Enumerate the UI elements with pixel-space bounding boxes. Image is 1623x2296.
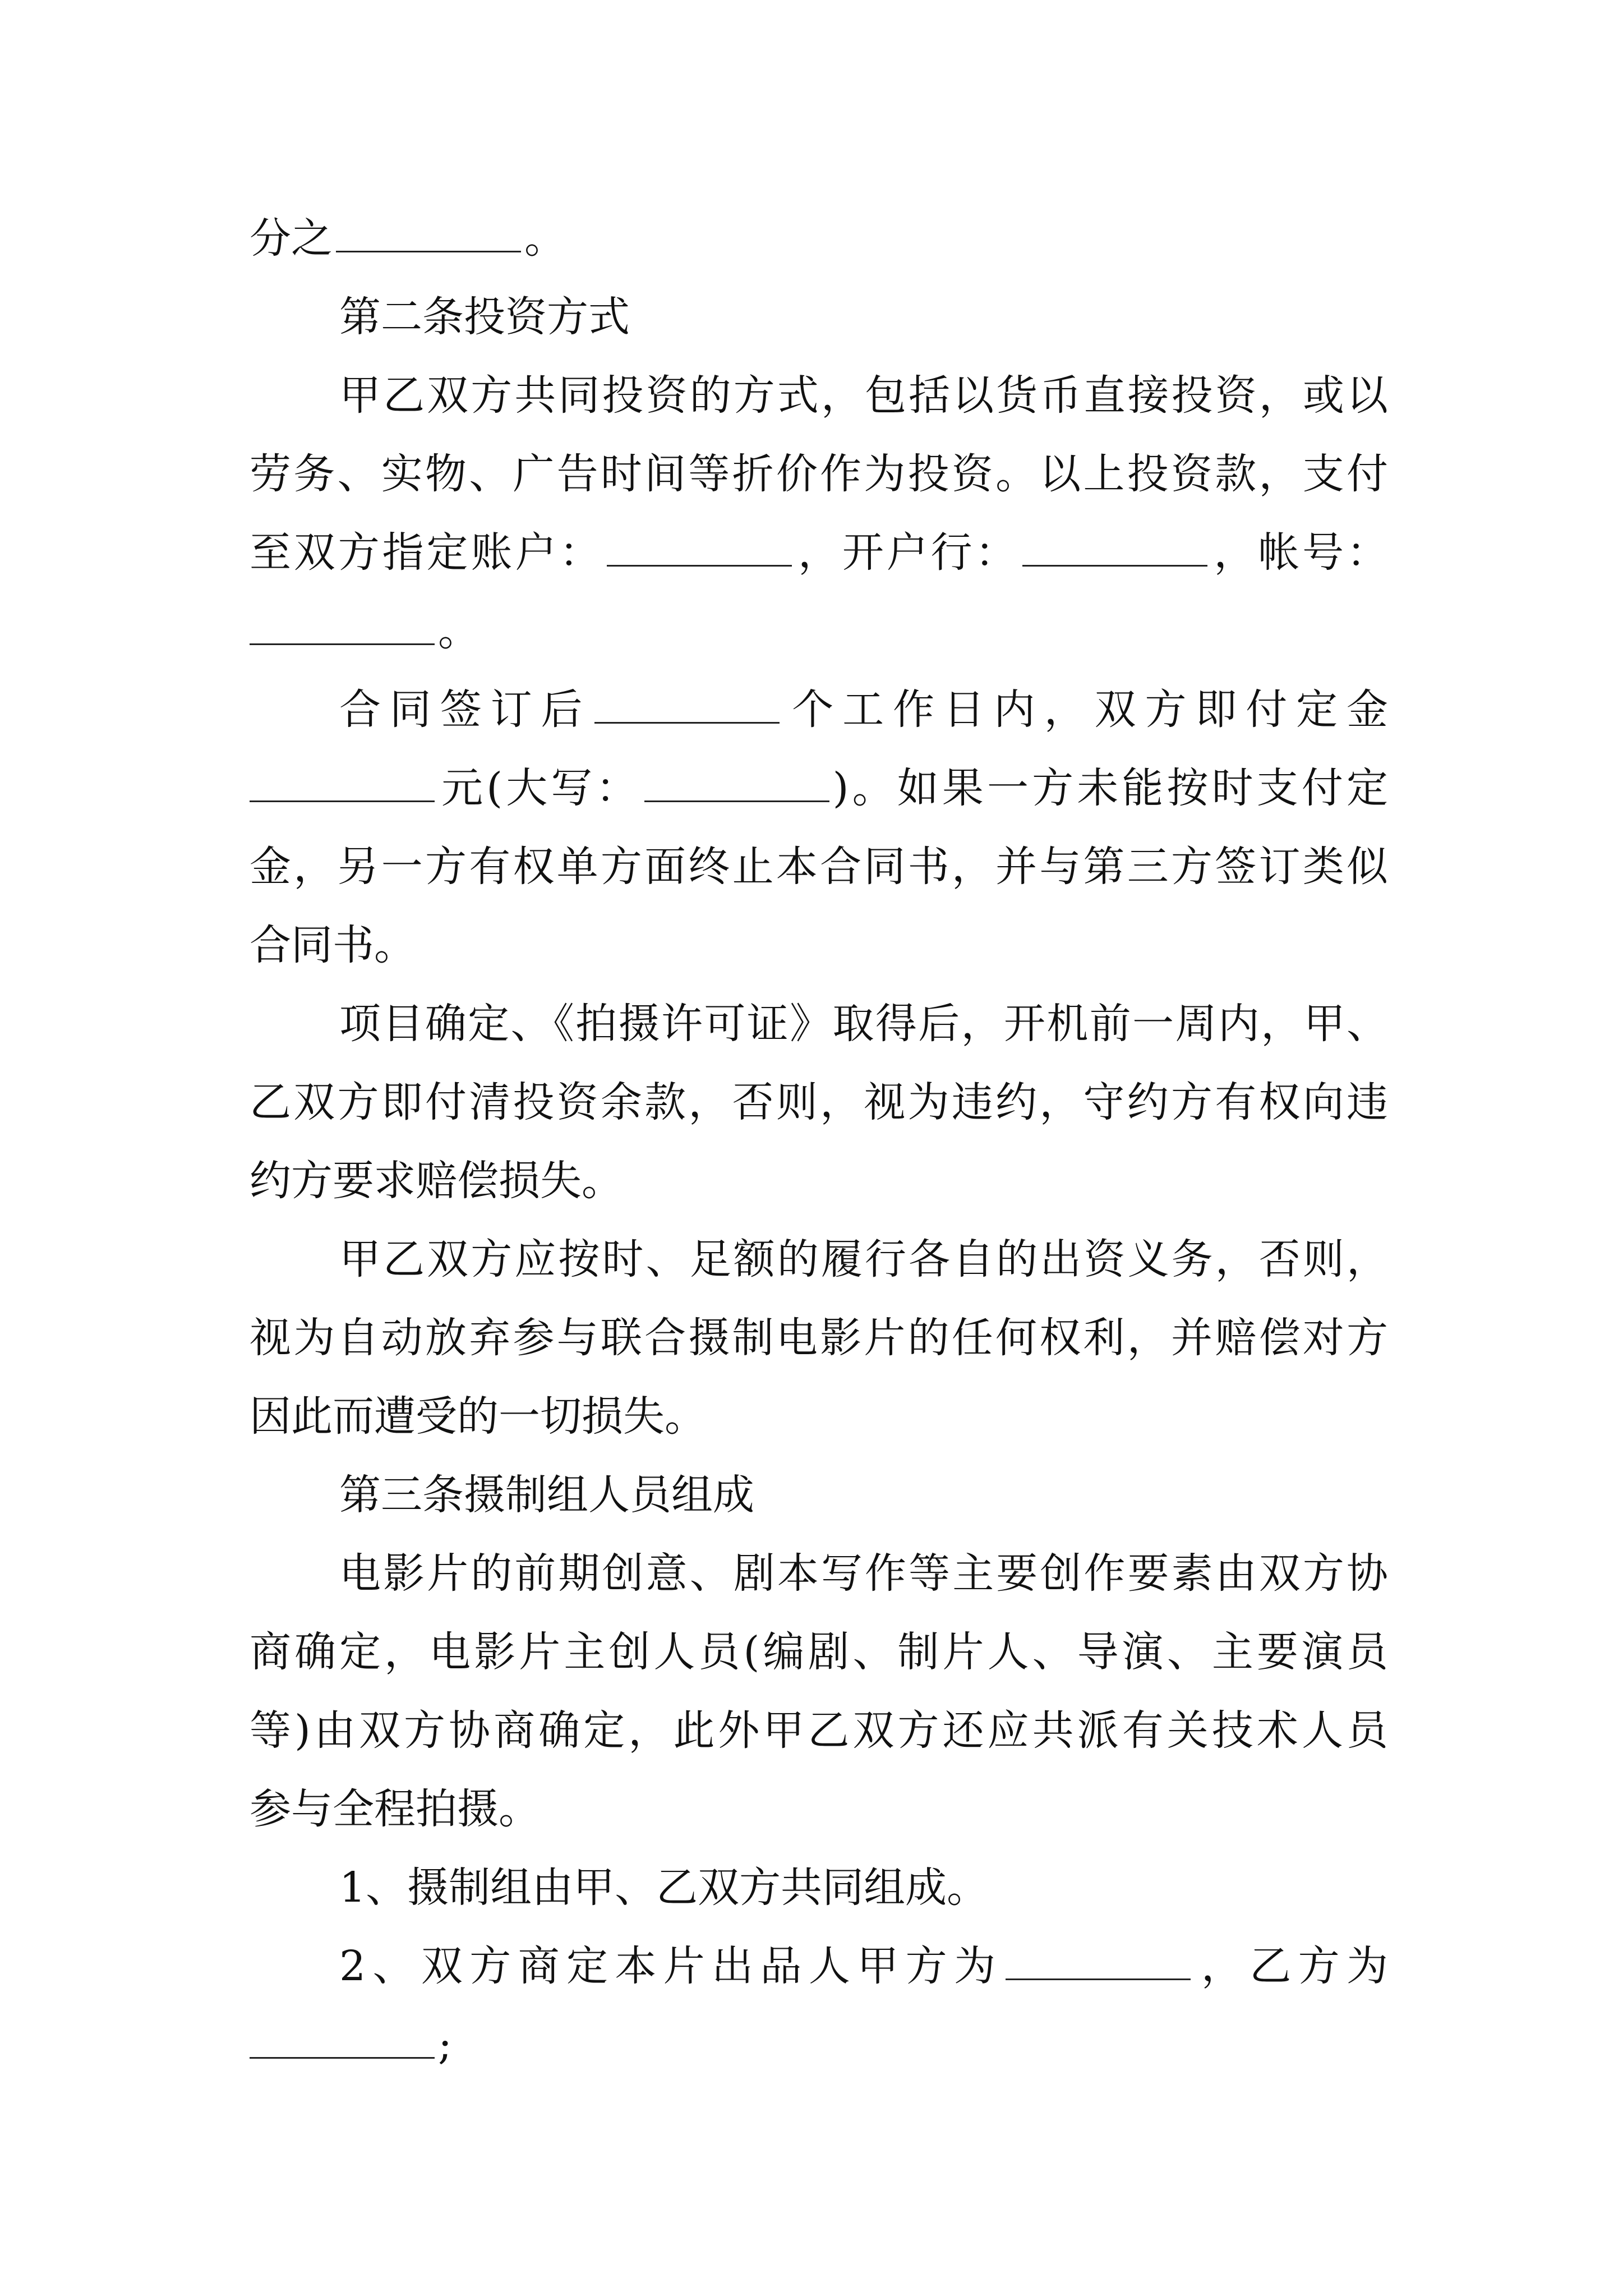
fill-in-blank	[1022, 526, 1207, 567]
text-fragment: 元(大写：	[438, 764, 641, 812]
text-line: 商确定，电影片主创人员(编剧、制片人、导演、主要演员	[250, 1628, 1388, 1676]
text-line: 约方要求赔偿损失。	[250, 1157, 623, 1205]
fill-in-blank	[1006, 1939, 1191, 1980]
text-fragment: ，帐号：	[1211, 528, 1389, 577]
text-fragment: 。	[524, 214, 566, 263]
text-line: 项目确定、《拍摄许可证》取得后，开机前一周内，甲、	[339, 1000, 1388, 1048]
text-line: 金，另一方有权单方面终止本合同书，并与第三方签订类似	[250, 843, 1388, 891]
text-line	[250, 210, 1388, 266]
list-item	[339, 1938, 1388, 1994]
fill-in-blank	[250, 604, 435, 645]
fill-in-blank	[644, 761, 829, 802]
text-line: 参与全程拍摄。	[250, 1785, 540, 1833]
text-fragment: )。如果一方未能按时支付定	[832, 764, 1388, 812]
text-line: 等)由双方协商确定，此外甲乙双方还应共派有关技术人员	[250, 1706, 1388, 1755]
text-line	[339, 682, 1388, 738]
fill-in-blank	[594, 683, 780, 724]
section-heading: 第二条投资方式	[339, 293, 630, 341]
text-fragment: ，开户行：	[795, 528, 1020, 577]
text-line: 因此而遭受的一切损失。	[250, 1392, 706, 1441]
text-fragment: 个工作日内，双方即付定金	[783, 685, 1389, 734]
text-fragment: 。	[438, 607, 479, 655]
list-item: 1、摄制组由甲、乙双方共同组成。	[339, 1864, 989, 1912]
text-line: 电影片的前期创意、剧本写作等主要创作要素由双方协	[339, 1549, 1388, 1598]
fill-in-blank	[250, 761, 435, 802]
text-fragment: 合同签订后	[339, 685, 592, 734]
text-fragment: 至双方指定账户：	[250, 528, 604, 577]
text-fragment: 2、双方商定本片出品人甲方为	[339, 1942, 1003, 1990]
text-line: 劳务、实物、广告时间等折价作为投资。以上投资款，支付	[250, 450, 1388, 498]
text-fragment: ，乙方为	[1194, 1942, 1388, 1990]
fill-in-blank	[250, 2018, 435, 2059]
text-fragment: 分之	[250, 214, 333, 263]
text-line: 甲乙双方共同投资的方式，包括以货币直接投资，或以	[339, 371, 1388, 420]
text-line: 甲乙双方应按时、足额的履行各自的出资义务，否则，	[339, 1235, 1388, 1283]
text-line	[250, 524, 1388, 581]
text-line	[250, 603, 1388, 659]
text-fragment: ;	[438, 2021, 452, 2069]
text-line	[250, 760, 1388, 816]
fill-in-blank	[607, 526, 792, 567]
section-heading: 第三条摄制组人员组成	[339, 1471, 754, 1519]
text-line: 合同书。	[250, 921, 416, 969]
text-line: 乙双方即付清投资余款，否则，视为违约，守约方有权向违	[250, 1078, 1388, 1126]
text-line	[250, 2017, 1388, 2073]
text-line: 视为自动放弃参与联合摄制电影片的任何权利，并赔偿对方	[250, 1314, 1388, 1362]
fill-in-blank	[336, 211, 521, 252]
